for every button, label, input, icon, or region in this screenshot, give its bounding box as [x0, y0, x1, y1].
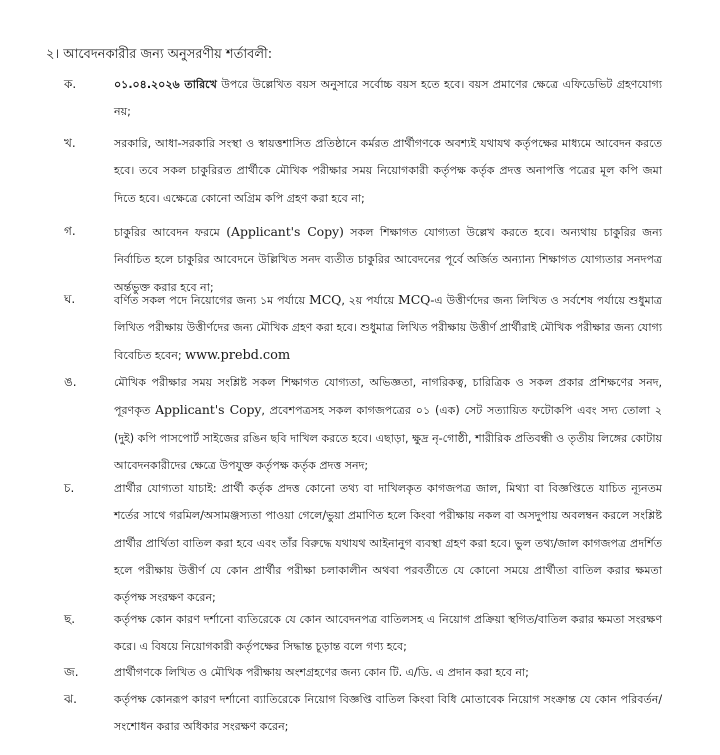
item-body: , ২য় পর্যায়ে	[341, 294, 398, 307]
date-emphasis: ০১.০৪.২০২৬ তারিখে	[114, 78, 217, 91]
item-marker: জ.	[64, 665, 79, 679]
item-body: -এ উত্তীর্ণদের জন্য লিখিত ও সর্বশেষ পর্যায়ে শুধুমাত্র লিখিত পরীক্ষায় উত্তীর্ণদের জন্য মৌখিক গ্রহণ করা হবে। শুধুমাত্র লিখিত পরীক্ষায় উত্তীর্ণ প্রার্থীরাই মৌখিক পরীক্ষার জন্য যোগ্য বিবেচিত হবেন;	[114, 294, 662, 362]
item-text: প্রার্থীগণকে লিখিত ও মৌখিক পরীক্ষায় অংশগ্রহণের জন্য কোন টি. এ/ডি. এ প্রদান করা হবে না;	[114, 666, 529, 679]
item-marker: ক.	[64, 77, 77, 91]
section-heading: ২। আবেদনকারীর জন্য অনুসরণীয় শর্তাবলী:	[46, 47, 273, 62]
item-marker: গ.	[64, 224, 76, 238]
applicants-copy-term: Applicant's Copy	[155, 402, 262, 418]
item-text: কর্তৃপক্ষ কোনরূপ কারণ দর্শানো ব্যাতিরেকে নিয়োগ বিজ্ঞপ্তি বাতিল কিংবা বিধি মোতাবেক নিয়োগ সংক্রান্ত যে কোন পরিবর্তন/সংশোধন করার অধিকার সংরক্ষণ করেন;	[114, 693, 662, 734]
item-body: সকল শিক্ষাগত যোগ্যতা উল্লেখ করতে হবে। অন্যথায় চাকুরির জন্য নির্বাচিত হলে চাকুরির আবেদনে উল্লিখিত সনদ ব্যতীত চাকুরির আবেদনের পূর্বে অর্জিত অন্যান্য শিক্ষাগত যোগ্যতার সনদপত্র অর্ন্তভুক্ত করার হবে না;	[114, 226, 663, 294]
item-body: বর্ণিত সকল পদে নিয়োগের জন্য ১ম পর্যায়ে	[114, 294, 309, 307]
item-marker: ঙ.	[64, 375, 77, 389]
item-text	[114, 369, 662, 479]
item-body: উপরে উল্লেখিত বয়স অনুসারে সর্বোচ্চ বয়স হতে হবে। বয়স প্রমাণের ক্ষেত্রে এফিডেভিট গ্রহণযোগ্য নয়;	[114, 78, 663, 119]
item-marker: খ.	[64, 136, 76, 150]
item-body: , প্রবেশপত্রসহ সকল কাগজপত্রের ০১ (এক) সেট সত্যায়িত ফটোকপি এবং সদ্য তোলা ২ (দুই) কপি পাসপোর্ট সাইজের রঙিন ছবি দাখিল করতে হবে। এছাড়া, ক্ষুদ্র নৃ-গোষ্ঠী, শারীরিক প্রতিবন্ধী ও তৃতীয় লিঙ্গের কোটায় আবেদনকারীদের ক্ষেত্রে উপযুক্ত কর্তৃপক্ষ কর্তৃক প্রদত্ত সনদ;	[114, 404, 662, 472]
item-text: সরকারি, আধা-সরকারি সংস্থা ও স্বায়ত্তশাসিত প্রতিষ্ঠানে কর্মরত প্রার্থীগণকে অবশ্যই যথাযথ কর্তৃপক্ষের মাধ্যমে আবেদন করতে হবে। তবে সকল চাকুরিরত প্রার্থীকে মৌখিক পরীক্ষার সময় নিয়োগকারী কর্তৃপক্ষ কর্তৃক প্রদত্ত অনাপত্তি পত্রের মূল কপি জমা দিতে হবে। এক্ষেত্রে কোনো অগ্রিম কপি গ্রহণ করা হবে না;	[114, 137, 662, 205]
item-marker: ঝ.	[64, 692, 77, 706]
item-body: মৌখিক পরীক্ষার সময় সংশ্লিষ্ট সকল শিক্ষাগত যোগ্যতা, অভিজ্ঞতা, নাগরিকত্ব, চারিত্রিক ও সকল প্রকার প্রশিক্ষণের সনদ, পূরণকৃত	[114, 376, 662, 418]
item-body: চাকুরির আবেদন ফরমে	[114, 226, 227, 239]
item-marker: ছ.	[64, 612, 76, 626]
item-marker: চ.	[64, 481, 75, 495]
website-watermark: www.prebd.com	[184, 347, 291, 363]
mcq-term: MCQ	[309, 292, 342, 307]
item-marker: ঘ.	[64, 292, 76, 306]
applicants-copy-term: (Applicant's Copy)	[226, 224, 344, 239]
item-text	[114, 286, 662, 369]
item-text: প্রার্থীর যোগ্যতা যাচাই: প্রার্থী কর্তৃক প্রদত্ত কোনো তথ্য বা দাখিলকৃত কাগজপত্র জাল, মিথ্যা বা বিজ্ঞপ্তিতে যাচিত ন্যূনতম শর্তের সাথে গরমিল/অসামঞ্জস্যতা পাওয়া গেলে/ভুয়া প্রমাণিত হলে কিংবা পরীক্ষায় নকল বা অসদুপায় অবলম্বন করলে সংশ্লিষ্ট প্রার্থীর প্রার্থিতা বাতিল করা হবে এবং তাঁর বিরুদ্ধে যথাযথ আইনানুগ ব্যবস্থা গ্রহণ করা হবে। ভুল তথ্য/জাল কাগজপত্র প্রদর্শিত হলে পরীক্ষায় উত্তীর্ণ যে কোন প্রার্থীর পরীক্ষা চলাকালীন অথবা পরবর্তীতে যে কোনো সময়ে প্রার্থীতা বাতিল করার ক্ষমতা কর্তৃপক্ষ সংরক্ষণ করেন;	[114, 482, 662, 605]
mcq-term: MCQ	[398, 292, 431, 307]
item-text	[114, 71, 662, 126]
item-text: কর্তৃপক্ষ কোন কারণ দর্শানো ব্যতিরেকে যে কোন আবেদনপত্র বাতিলসহ এ নিয়োগ প্রক্রিয়া স্থগিত/বাতিল করার ক্ষমতা সংরক্ষণ করে। এ বিষয়ে নিয়োগকারী কর্তৃপক্ষের সিদ্ধান্ত চূড়ান্ত বলে গণ্য হবে;	[114, 613, 662, 654]
